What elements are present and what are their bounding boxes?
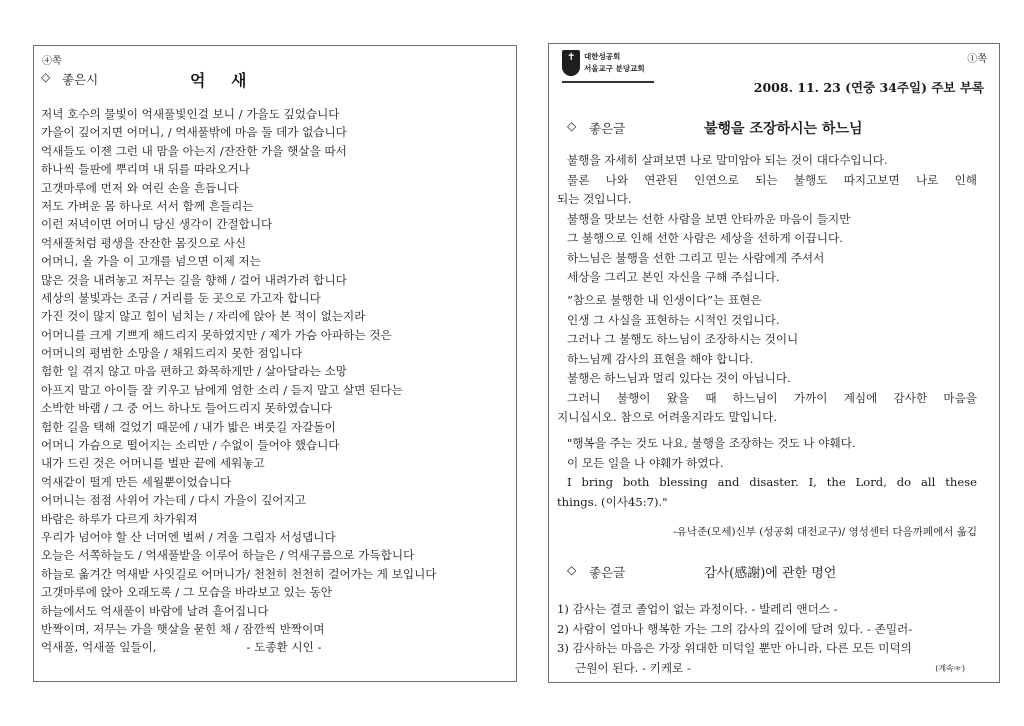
poem-line: 하나씩 들판에 뿌리며 내 뒤를 따라오거나 — [41, 162, 250, 177]
para-line: 불행을 자세히 살펴보면 나로 말미암아 되는 것이 대다수입니다. — [567, 153, 888, 167]
poem-line: 저녁 호수의 물빛이 억새풀빛인걸 보니 / 가을도 깊었습니다 — [41, 107, 340, 121]
para-line: 하느님께 감사의 표현을 해야 합니다. — [567, 351, 754, 366]
quote-continuation: 근원이 된다. - 키케로 - — [575, 660, 691, 675]
para-line: 그 불행으로 인해 선한 사람은 세상을 선하게 이끕니다. — [567, 231, 843, 245]
para-line: 세상을 그리고 본인 자신을 구해 주십니다. — [567, 270, 780, 284]
para-line: I bring both blessing and disaster. I, the Lord, do all these — [567, 475, 977, 489]
logo-line-2: 서울교구 분당교회 — [584, 64, 645, 73]
poem-line: 반짝이며, 저무는 가을 햇살을 묻힌 채 / 잠깐씩 반짝이며 — [41, 621, 325, 636]
poem-line: 어머니 가슴으로 떨어지는 소리만 / 수없이 들어야 했습니다 — [41, 438, 340, 453]
poem-line: 고갯마루에 앉아 오래도록 / 그 모습을 바라보고 있는 동안 — [41, 585, 332, 600]
church-logo — [562, 50, 652, 82]
poem-line: 어머니는 점점 사위어 가는데 / 다시 가을이 깊어지고 — [41, 493, 306, 508]
quotes-title: 감사(感謝)에 관한 명언 — [704, 566, 837, 581]
para-line: 인생 그 사실을 표현하는 시적인 것입니다. — [567, 312, 780, 327]
para-line: 그러니 불행이 왔을 때 하느님이 가까이 계심에 감사한 마음을 — [567, 390, 977, 405]
para-line: 하느님은 불행을 선한 그리고 믿는 사람에게 주셔서 — [567, 250, 825, 265]
quote-item: 2) 사람이 얼마나 행복한 가는 그의 감사의 깊이에 달려 있다. - 존밀러- — [557, 621, 913, 636]
shield-icon: ✝ — [562, 50, 580, 76]
paragraph-3 — [557, 434, 977, 512]
page-number: ④쪽 — [42, 56, 62, 67]
poem-line: 하늘로 옮겨간 억새밭 사잇길로 어머니가/ 천천히 천천히 걸어가는 게 보입니다 — [41, 566, 437, 581]
diamond-icon: ◇ — [567, 563, 577, 577]
section-label: 좋은글 — [589, 121, 626, 136]
para-line: 불행을 맛보는 선한 사람을 보면 안타까운 마음이 들지만 — [567, 211, 851, 226]
poem-line: 소박한 바램 / 그 중 어느 하나도 들어드리지 못하였습니다 — [41, 401, 332, 416]
continued-note: (계속☞) — [935, 663, 965, 673]
poem-line: 억새풀처럼 평생을 잔잔한 몸짓으로 사신 — [41, 235, 247, 250]
para-line: 불행은 하느님과 멀리 있다는 것이 아닙니다. — [567, 371, 791, 385]
para-line: 그러나 그 불행도 하느님이 조장하시는 것이니 — [567, 332, 799, 346]
poem-line: 어머니를 크게 기쁘게 해드리지 못하였지만 / 제가 가슴 아파하는 것은 — [41, 327, 392, 342]
quote-item: 1) 감사는 결코 졸업이 없는 과정이다. - 발레리 앤더스 - — [557, 602, 838, 616]
poem-author: - 도종환 시인 - — [246, 640, 322, 655]
poem-line: 가진 것이 많지 않고 힘이 넘치는 / 자리에 앉아 본 적이 없는지라 — [41, 309, 366, 324]
poem-body — [41, 105, 511, 657]
quotes-list — [557, 600, 977, 678]
logo-underline — [562, 81, 654, 83]
diamond-icon: ◇ — [41, 70, 51, 84]
poem-line: 많은 것을 내려놓고 저무는 길을 향해 / 걸어 내려가려 합니다 — [41, 272, 347, 287]
diamond-icon: ◇ — [567, 119, 577, 133]
para-line: 물론 나와 연관된 인연으로 되는 불행도 따지고보면 나로 인해 — [567, 172, 977, 187]
poem-title: 억 새 — [190, 71, 257, 90]
para-line: 이 모든 일을 나 야훼가 하였다. — [567, 455, 724, 470]
right-page — [548, 43, 1000, 683]
logo-line-1: 대한성공회 — [584, 52, 621, 61]
para-line: things. (이사45:7)." — [557, 494, 668, 509]
poem-line: 오늘은 서쪽하늘도 / 억새풀밭을 이루어 하늘은 / 억새구름으로 가득합니다 — [41, 548, 415, 563]
para-line: 지니십시오. 참으로 어려울지라도 말입니다. — [557, 410, 778, 424]
quote-item: 3) 감사하는 마음은 가장 위대한 미덕일 뿐만 아니라, 다른 모든 미덕의 — [557, 641, 912, 655]
poem-line: 바람은 하루가 다르게 차가워져 — [41, 511, 198, 526]
poem-line: 어머니, 올 가을 이 고개를 넘으면 이제 저는 — [41, 254, 261, 269]
poem-line: 어머니의 평범한 소망을 / 채워드리지 못한 점입니다 — [41, 346, 303, 361]
bulletin-date: 2008. 11. 23 (연중 34주일) 주보 부록 — [753, 80, 984, 95]
poem-line — [41, 638, 511, 656]
poem-line: 이런 저녁이면 어머니 당신 생각이 간절합니다 — [41, 217, 273, 232]
poem-line: 하늘에서도 억새풀이 바람에 날려 흩어집니다 — [41, 603, 269, 618]
poem-line: 저도 가벼운 몸 하나로 서서 함께 흔들리는 — [41, 198, 254, 213]
essay-title: 불행을 조장하시는 하느님 — [704, 121, 863, 137]
poem-last-line: 억새풀, 억새풀 잎들이, — [41, 640, 157, 655]
poem-line: 험한 길을 택해 걸었기 때문에 / 내가 밟은 벼룻길 자갈돌이 — [41, 419, 336, 434]
poem-line: 험한 일 겪지 않고 마음 편하고 화목하게만 / 살아달라는 소망 — [41, 364, 347, 379]
poem-line: 고갯마루에 먼저 와 여린 손을 흔듭니다 — [41, 180, 239, 195]
poem-line: 우리가 넘어야 할 산 너머엔 벌써 / 겨울 그림자 서성댑니다 — [41, 529, 336, 544]
section-label: 좋은시 — [62, 72, 99, 87]
para-line: “참으로 불행한 내 인생이다”는 표현은 — [567, 293, 762, 307]
poem-line: 억새들도 이젠 그런 내 맘을 아는지 /잔잔한 가을 햇살을 따서 — [41, 143, 347, 158]
left-page — [33, 45, 517, 682]
page-number: ①쪽 — [967, 54, 987, 65]
para-line: 되는 것입니다. — [557, 192, 632, 206]
poem-line: 아프지 말고 아이들 잘 키우고 남에게 엄한 소리 / 듣지 말고 살면 된다는 — [41, 382, 403, 397]
paragraph-2 — [557, 291, 977, 428]
poem-line: 내가 드린 것은 어머니를 벌판 끝에 세워놓고 — [41, 456, 265, 471]
poem-line: 세상의 불빛과는 조금 / 거리를 둔 곳으로 가고자 합니다 — [41, 290, 321, 305]
poem-line: 가을이 깊어지면 어머니, / 억새풀밖에 마음 둘 데가 없습니다 — [41, 125, 347, 140]
poem-line: 억새같이 떨게 만든 세월뿐이었습니다 — [41, 474, 232, 489]
section-label: 좋은글 — [589, 565, 626, 580]
quote-item — [557, 659, 977, 679]
source-credit: -유낙준(모세)신부 (성공회 대전교구)/ 영성센터 다음까페에서 옮김 — [673, 526, 977, 538]
para-line: "행복을 주는 것도 나요, 불행을 조장하는 것도 나 야훼다. — [567, 436, 856, 450]
paragraph-1 — [557, 151, 977, 288]
